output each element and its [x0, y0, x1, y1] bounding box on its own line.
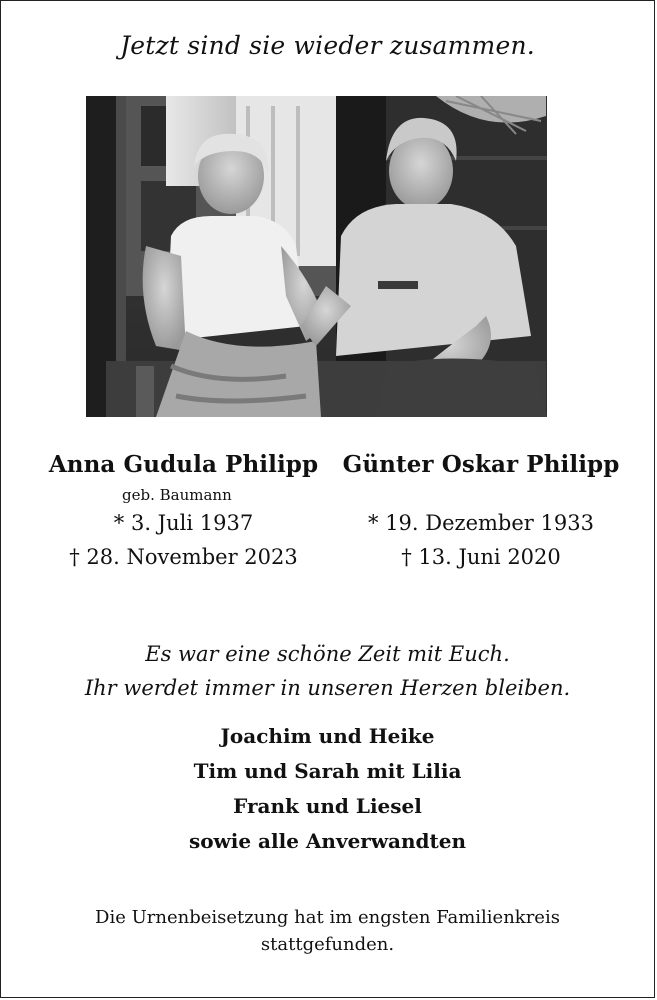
person-death-date: † 13. Juni 2020 [401, 545, 561, 569]
mourner-line: Tim und Sarah mit Lilia [193, 759, 462, 783]
couple-photo [86, 96, 547, 417]
mourners-list [1, 719, 654, 859]
person-birth-date: * 19. Dezember 1933 [368, 511, 594, 535]
mourner-line: Joachim und Heike [220, 724, 435, 748]
person-name: Anna Gudula Philipp [48, 451, 319, 478]
mourner-line: sowie alle Anverwandten [188, 829, 467, 853]
verse-line: Ihr werdet immer in unseren Herzen bleiben. [84, 676, 571, 700]
verse-line: Es war eine schöne Zeit mit Euch. [145, 642, 510, 666]
person-birth-date: * 3. Juli 1937 [113, 511, 254, 535]
couple-photo-icon [86, 96, 547, 417]
header-quote: Jetzt sind sie wieder zusammen. [120, 31, 535, 60]
person-right [336, 451, 626, 569]
person-death-date: † 28. November 2023 [69, 545, 298, 569]
mourner-line: Frank und Liesel [233, 794, 422, 818]
person-name: Günter Oskar Philipp [342, 451, 620, 478]
funeral-note [1, 904, 654, 958]
memorial-verse [1, 637, 654, 705]
note-line: Die Urnenbeisetzung hat im engsten Familienkreis [95, 907, 560, 928]
note-line: stattgefunden. [260, 934, 395, 955]
person-maiden-name: geb. Baumann [122, 486, 232, 504]
person-left [41, 451, 326, 569]
